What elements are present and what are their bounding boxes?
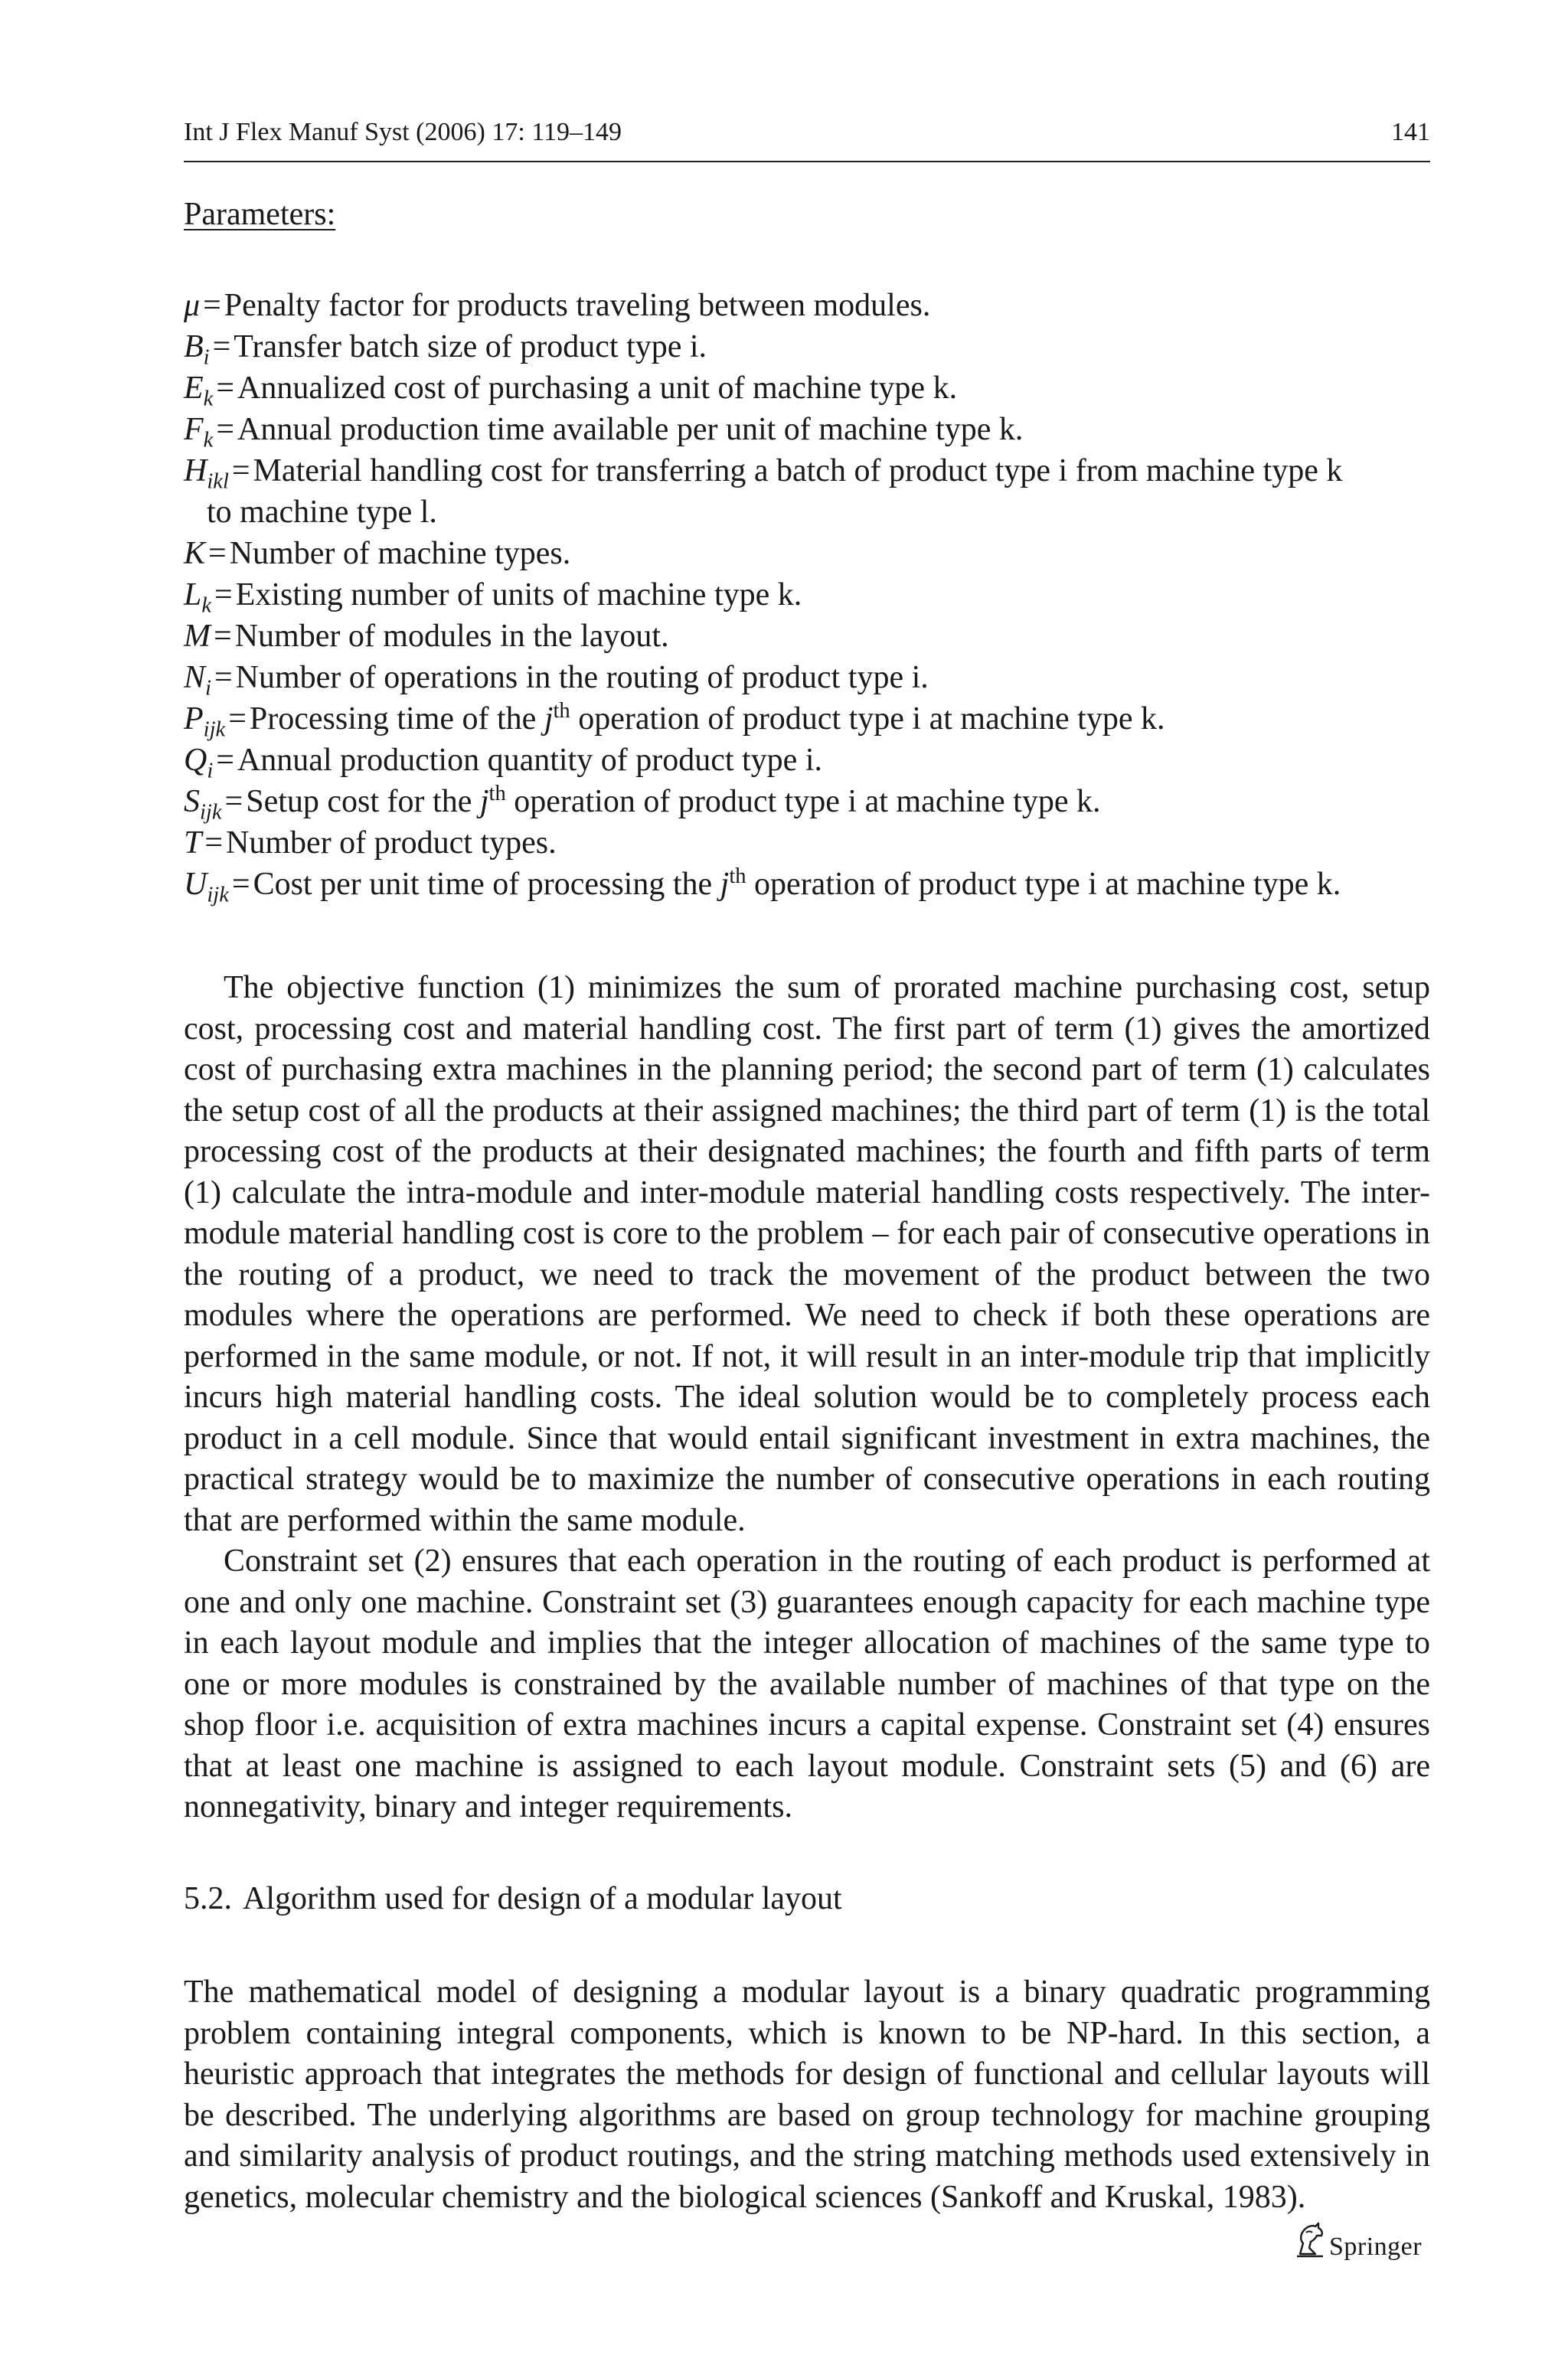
param-b: $B_i=Transfer$ batch size of product type i. [184, 329, 707, 370]
paragraph-objective: The objective function (1) minimizes the sum of prorated machine purchasing cost, setup cost, processing cost and material handling cost. The first part of term (1) gives the amortized cost of purchasing extra machines in the planning period; the second part of term (1) calculates the setup cost of all the products at their assigned machines; the third part of term (1) is the total processing cost of the products at their designated machines; the fourth and fifth parts of term (1) calculate the intra-module and inter-module material handling costs respectively. The inter-module material handling cost is core to the problem – for each pair of consecutive operations in the routing of a product, we need to track the movement of the product between the two modules where the operations are performed. We need to check if both these operations are performed in the same module, or not. If not, it will result in an inter-module trip that implicitly incurs high material handling costs. The ideal solution would be to completely process each product in a cell module. Since that would entail significant investment in extra machines, the practical strategy would be to maximize the number of consecutive operations in each routing that are performed within the same module. [184, 970, 1430, 1538]
page-number: 141 [1391, 118, 1430, 146]
journal-citation: Int J Flex Manuf Syst (2006) 17: 119–149 [184, 118, 622, 146]
publisher-logo [1292, 2220, 1430, 2266]
param-u: $U_{ijk}=Cost$ per unit time of processing the $j^{th}$ operation of product type i at machine type k. [184, 864, 1341, 907]
publisher-name: Springer [1329, 2233, 1423, 2261]
param-f: $F_k=Annual$ production time available per unit of machine type k. [184, 412, 1024, 452]
param-mu: μ=Penalty factor for products traveling between modules. [184, 288, 931, 323]
section-title: Algorithm used for design of a modular layout [243, 1881, 842, 1916]
running-header [184, 115, 1430, 162]
param-p: $P_{ijk}=Processing$ time of the $j^{th}$ operation of product type i at machine type k. [184, 699, 1165, 742]
param-k: K=Number of machine types. [184, 536, 571, 571]
param-h: $H_{ikl}=Material$ handling cost for transferring a batch of product type i from machine type k to machine type l. [184, 453, 1343, 530]
param-m: M=Number of modules in the layout. [184, 619, 669, 654]
parameters-heading: Parameters: [184, 197, 336, 232]
section-number: 5.2. [184, 1881, 232, 1916]
param-s: $S_{ijk}=Setup$ cost for the $j^{th}$ operation of product type i at machine type k. [184, 782, 1101, 825]
section-body [184, 1972, 1430, 2218]
paragraph-constraints: Constraint set (2) ensures that each operation in the routing of each product is performed at one and only one machine. Constraint set (3) guarantees enough capacity for each machine type in each layout module and implies that the integer allocation of machines of the same type to one or more modules is constrained by the available number of machines of that type on the shop floor i.e. acquisition of extra machines incurs a capital expense. Constraint set (4) ensures that at least one machine is assigned to each layout module. Constraint sets (5) and (6) are nonnegativity, binary and integer requirements. [184, 1543, 1430, 1824]
parameter-list [184, 285, 1430, 905]
springer-horse-icon [1292, 2220, 1328, 2259]
body-text [184, 968, 1430, 1828]
param-l: $L_k=Existing$ number of units of machine type k. [184, 577, 802, 618]
paragraph-algorithm: The mathematical model of designing a modular layout is a binary quadratic programming problem containing integral components, which is known to be NP-hard. In this section, a heuristic approach that integrates the methods for design of functional and cellular layouts will be described. The underlying algorithms are based on group technology for machine grouping and similarity analysis of product routings, and the string matching methods used extensively in genetics, molecular chemistry and the biological sciences (Sankoff and Kruskal, 1983). [184, 1975, 1430, 2215]
param-e: $E_k=Annualized$ cost of purchasing a unit of machine type k. [184, 371, 958, 411]
param-t: T=Number of product types. [184, 825, 557, 861]
param-n: $N_i=Number$ of operations in the routing of product type i. [184, 660, 929, 701]
section-heading [184, 1880, 842, 1917]
param-q: $Q_i=Annual$ production quantity of product type i. [184, 743, 822, 783]
